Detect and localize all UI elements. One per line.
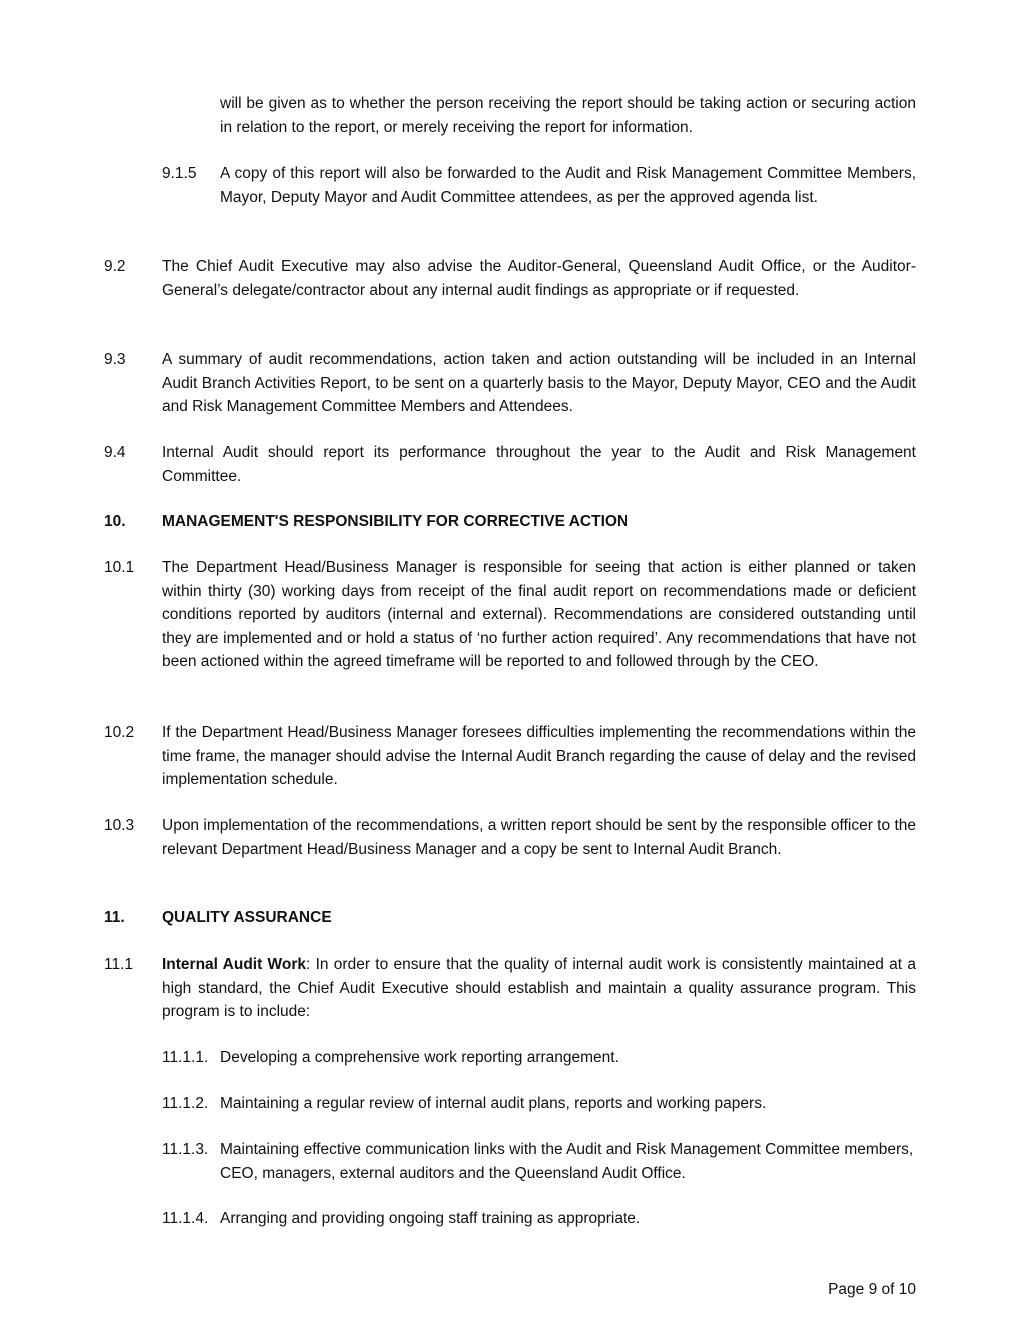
clause-number: 10.3 (104, 817, 135, 834)
clause-text: Maintaining a regular review of internal audit plans, reports and working papers. (220, 1095, 767, 1112)
section-title: MANAGEMENT'S RESPONSIBILITY FOR CORRECTIVE ACTION (162, 513, 629, 530)
section-title: QUALITY ASSURANCE (162, 909, 332, 926)
clause-text: A summary of audit recommendations, action taken and action outstanding will be included in an Internal Audit Branch Activities Report, to be sent on a quarterly basis to the Mayor, Deputy Mayor, CEO and the Audit and Risk Management Committee Members and Attendees. (162, 351, 916, 415)
clause-number: 11.1.3. (162, 1141, 209, 1158)
clause-text (162, 953, 916, 1024)
clause-number: 9.3 (104, 351, 126, 368)
clause-text: The Department Head/Business Manager is responsible for seeing that action is either planned or taken within thirty (30) working days from receipt of the final audit report on recommendations made or deficient conditions reported by auditors (internal and external). Recommendations are considered outstanding until they are implemented and or hold a status of ‘no further action required’. Any recommendations that have not been actioned within the agreed timeframe will be reported to and followed through by the CEO. (162, 559, 916, 670)
clause-text: Upon implementation of the recommendations, a written report should be sent by the responsible officer to the relevant Department Head/Business Manager and a copy be sent to Internal Audit Branch. (162, 817, 916, 858)
clause-number: 10.1 (104, 559, 135, 576)
clause-text: A copy of this report will also be forwarded to the Audit and Risk Management Committee Members, Mayor, Deputy Mayor and Audit Committee attendees, as per the approved agenda list. (220, 165, 916, 206)
clause-text: Developing a comprehensive work reporting arrangement. (220, 1049, 619, 1066)
page-number: Page 9 of 10 (828, 1281, 916, 1298)
section-number: 10. (104, 513, 126, 530)
clause-number: 10.2 (104, 724, 135, 741)
clause-number: 9.2 (104, 258, 126, 275)
clause-text: If the Department Head/Business Manager foresees difficulties implementing the recommendations within the time frame, the manager should advise the Internal Audit Branch regarding the cause of delay and the revised implementation schedule. (162, 724, 916, 788)
clause-lead-term: Internal Audit Work (162, 956, 307, 973)
clause-text: Arranging and providing ongoing staff training as appropriate. (220, 1210, 641, 1227)
continuation-paragraph: will be given as to whether the person receiving the report should be taking action or securing action in relation to the report, or merely receiving the report for information. (220, 95, 916, 136)
section-number: 11. (104, 909, 125, 926)
clause-number: 11.1.1. (162, 1049, 209, 1066)
clause-number: 11.1.2. (162, 1095, 209, 1112)
clause-number: 9.1.5 (162, 165, 197, 182)
clause-number: 9.4 (104, 444, 126, 461)
clause-text: Maintaining effective communication links with the Audit and Risk Management Committee members, CEO, managers, external auditors and the Queensland Audit Office. (220, 1141, 914, 1182)
clause-body: : In order to ensure that the quality of internal audit work is consistently maintained at a high standard, the Chief Audit Executive should establish and maintain a quality assurance program. This program is to include: (162, 956, 916, 1020)
clause-text: The Chief Audit Executive may also advise the Auditor-General, Queensland Audit Office, or the Auditor-General’s delegate/contractor about any internal audit findings as appropriate or if requested. (162, 258, 916, 299)
clause-number: 11.1.4. (162, 1210, 209, 1227)
clause-number: 11.1 (104, 956, 134, 973)
clause-text: Internal Audit should report its performance throughout the year to the Audit and Risk Management Committee. (162, 444, 916, 485)
